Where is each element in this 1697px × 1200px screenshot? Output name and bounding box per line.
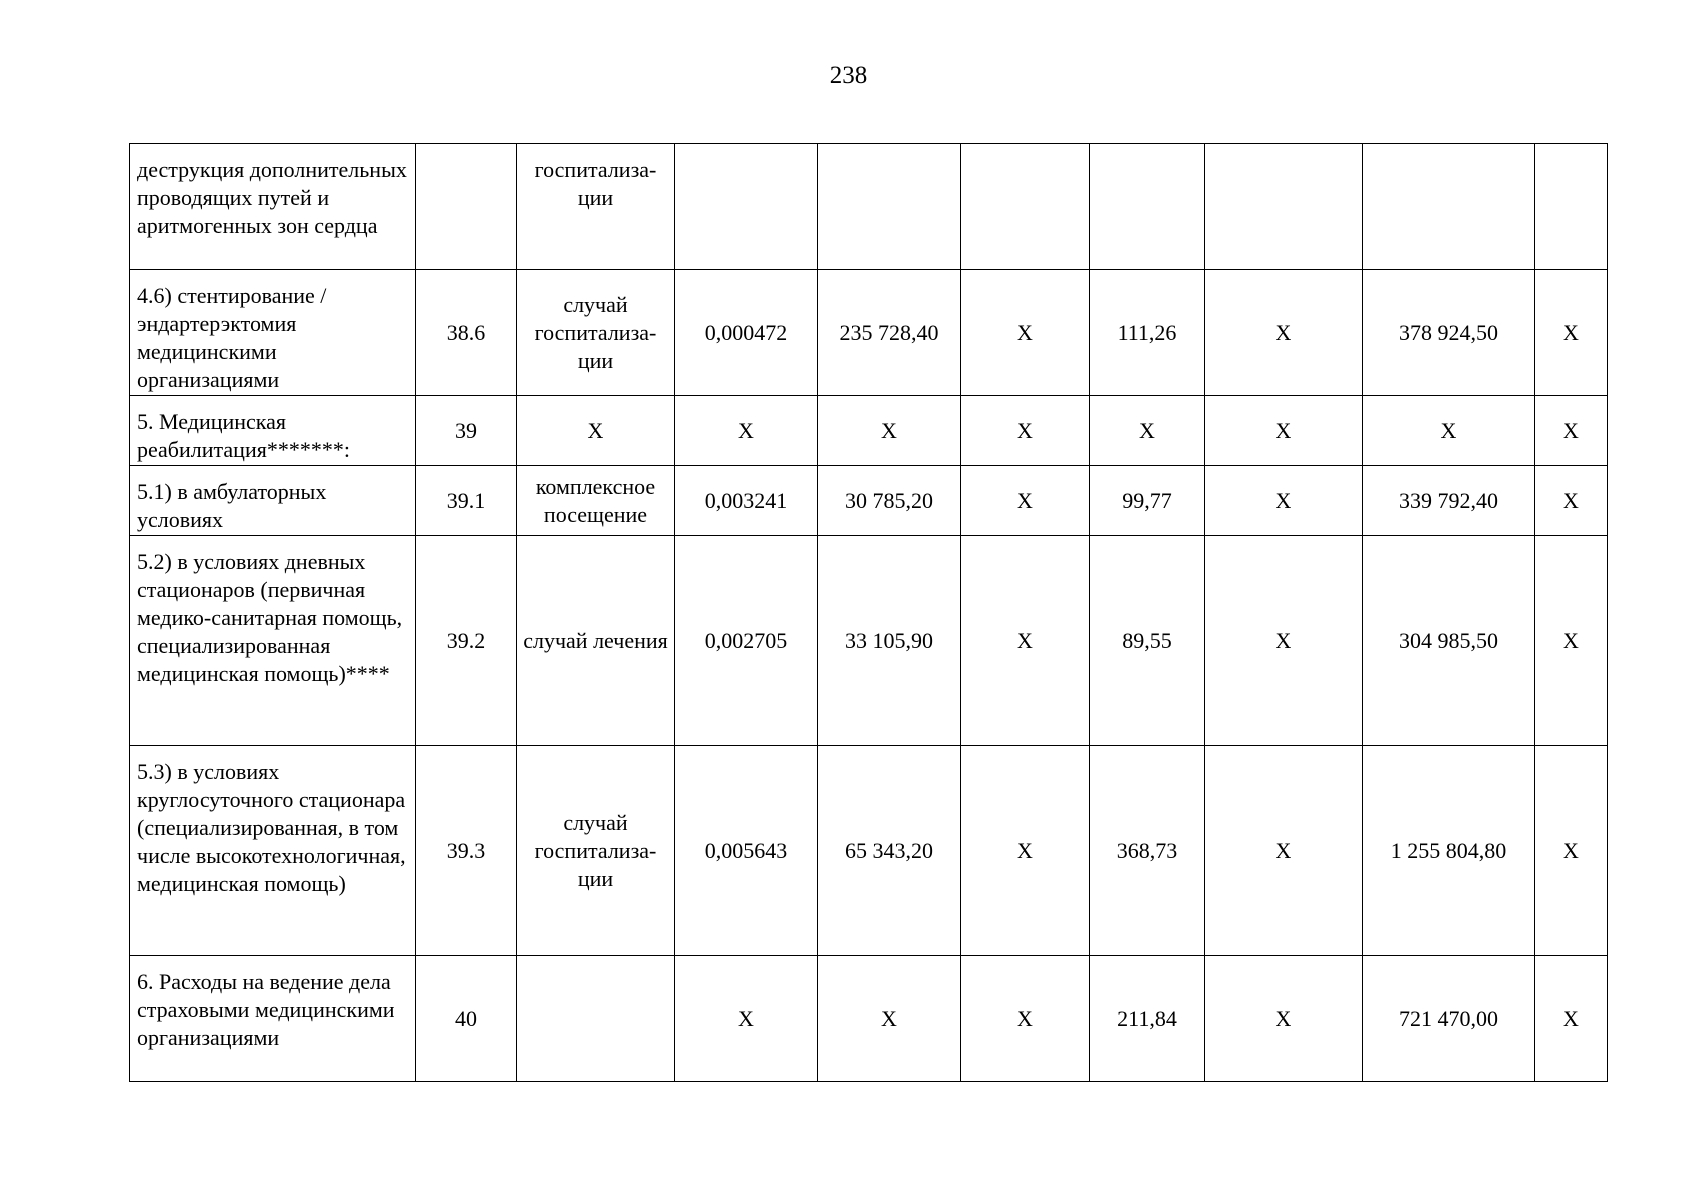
row-name-cell: 4.6) стентирование / эндартерэктомия медицинскими организациями (130, 270, 416, 396)
value-cell (1535, 144, 1608, 270)
value-cell (675, 144, 818, 270)
table-row (130, 270, 1608, 396)
table-row (130, 144, 1608, 270)
value-cell: Х (1090, 396, 1205, 466)
unit-cell: случай госпитализа-ции (517, 746, 675, 956)
value-cell: 0,003241 (675, 466, 818, 536)
value-cell: 33 105,90 (818, 536, 961, 746)
value-cell: 99,77 (1090, 466, 1205, 536)
value-cell: Х (961, 536, 1090, 746)
value-cell: Х (675, 956, 818, 1082)
unit-cell: комплексное посещение (517, 466, 675, 536)
row-name-cell: деструкция дополнительных проводящих путей и аритмогенных зон сердца (130, 144, 416, 270)
value-cell: Х (961, 746, 1090, 956)
row-name-cell: 5.2) в условиях дневных стационаров (первичная медико-санитарная помощь, специализированная медицинская помощь)**** (130, 536, 416, 746)
value-cell: 378 924,50 (1363, 270, 1535, 396)
value-cell: 0,000472 (675, 270, 818, 396)
value-cell: Х (1535, 536, 1608, 746)
program-table (129, 143, 1608, 1082)
value-cell: 721 470,00 (1363, 956, 1535, 1082)
page-number: 238 (829, 62, 868, 89)
unit-cell: случай лечения (517, 536, 675, 746)
row-number-cell: 39.1 (416, 466, 517, 536)
value-cell: 304 985,50 (1363, 536, 1535, 746)
value-cell: 1 255 804,80 (1363, 746, 1535, 956)
table-row (130, 746, 1608, 956)
table-row (130, 536, 1608, 746)
value-cell: 65 343,20 (818, 746, 961, 956)
row-name-cell: 5.3) в условиях круглосуточного стационара (специализированная, в том числе высокотехнологичная, медицинская помощь) (130, 746, 416, 956)
unit-cell: госпитализа-ции (517, 144, 675, 270)
row-name-cell: 5.1) в амбулаторных условиях (130, 466, 416, 536)
value-cell (1363, 144, 1535, 270)
table-row (130, 466, 1608, 536)
value-cell: Х (1205, 956, 1363, 1082)
unit-cell: случай госпитализа-ции (517, 270, 675, 396)
value-cell: 111,26 (1090, 270, 1205, 396)
unit-cell (517, 956, 675, 1082)
value-cell (1205, 144, 1363, 270)
table-row (130, 396, 1608, 466)
value-cell: 0,002705 (675, 536, 818, 746)
value-cell (818, 144, 961, 270)
value-cell: Х (1205, 396, 1363, 466)
value-cell: 0,005643 (675, 746, 818, 956)
row-number-cell: 40 (416, 956, 517, 1082)
value-cell (961, 144, 1090, 270)
value-cell: Х (818, 956, 961, 1082)
value-cell: Х (1535, 466, 1608, 536)
value-cell: Х (1535, 956, 1608, 1082)
value-cell: Х (1535, 396, 1608, 466)
row-number-cell: 39.2 (416, 536, 517, 746)
value-cell: 339 792,40 (1363, 466, 1535, 536)
value-cell: 211,84 (1090, 956, 1205, 1082)
value-cell: 368,73 (1090, 746, 1205, 956)
row-number-cell: 39 (416, 396, 517, 466)
value-cell: Х (961, 466, 1090, 536)
row-number-cell: 39.3 (416, 746, 517, 956)
table-row (130, 956, 1608, 1082)
value-cell: Х (1535, 270, 1608, 396)
value-cell: Х (1205, 746, 1363, 956)
value-cell: 89,55 (1090, 536, 1205, 746)
value-cell: Х (961, 956, 1090, 1082)
value-cell: Х (1205, 270, 1363, 396)
unit-cell: Х (517, 396, 675, 466)
row-number-cell (416, 144, 517, 270)
value-cell: Х (961, 396, 1090, 466)
value-cell: Х (1535, 746, 1608, 956)
value-cell: Х (1363, 396, 1535, 466)
row-name-cell: 6. Расходы на ведение дела страховыми медицинскими организациями (130, 956, 416, 1082)
value-cell: Х (818, 396, 961, 466)
value-cell: 30 785,20 (818, 466, 961, 536)
value-cell: Х (675, 396, 818, 466)
value-cell: 235 728,40 (818, 270, 961, 396)
value-cell: Х (1205, 536, 1363, 746)
row-number-cell: 38.6 (416, 270, 517, 396)
value-cell (1090, 144, 1205, 270)
value-cell: Х (1205, 466, 1363, 536)
value-cell: Х (961, 270, 1090, 396)
row-name-cell: 5. Медицинская реабилитация*******: (130, 396, 416, 466)
